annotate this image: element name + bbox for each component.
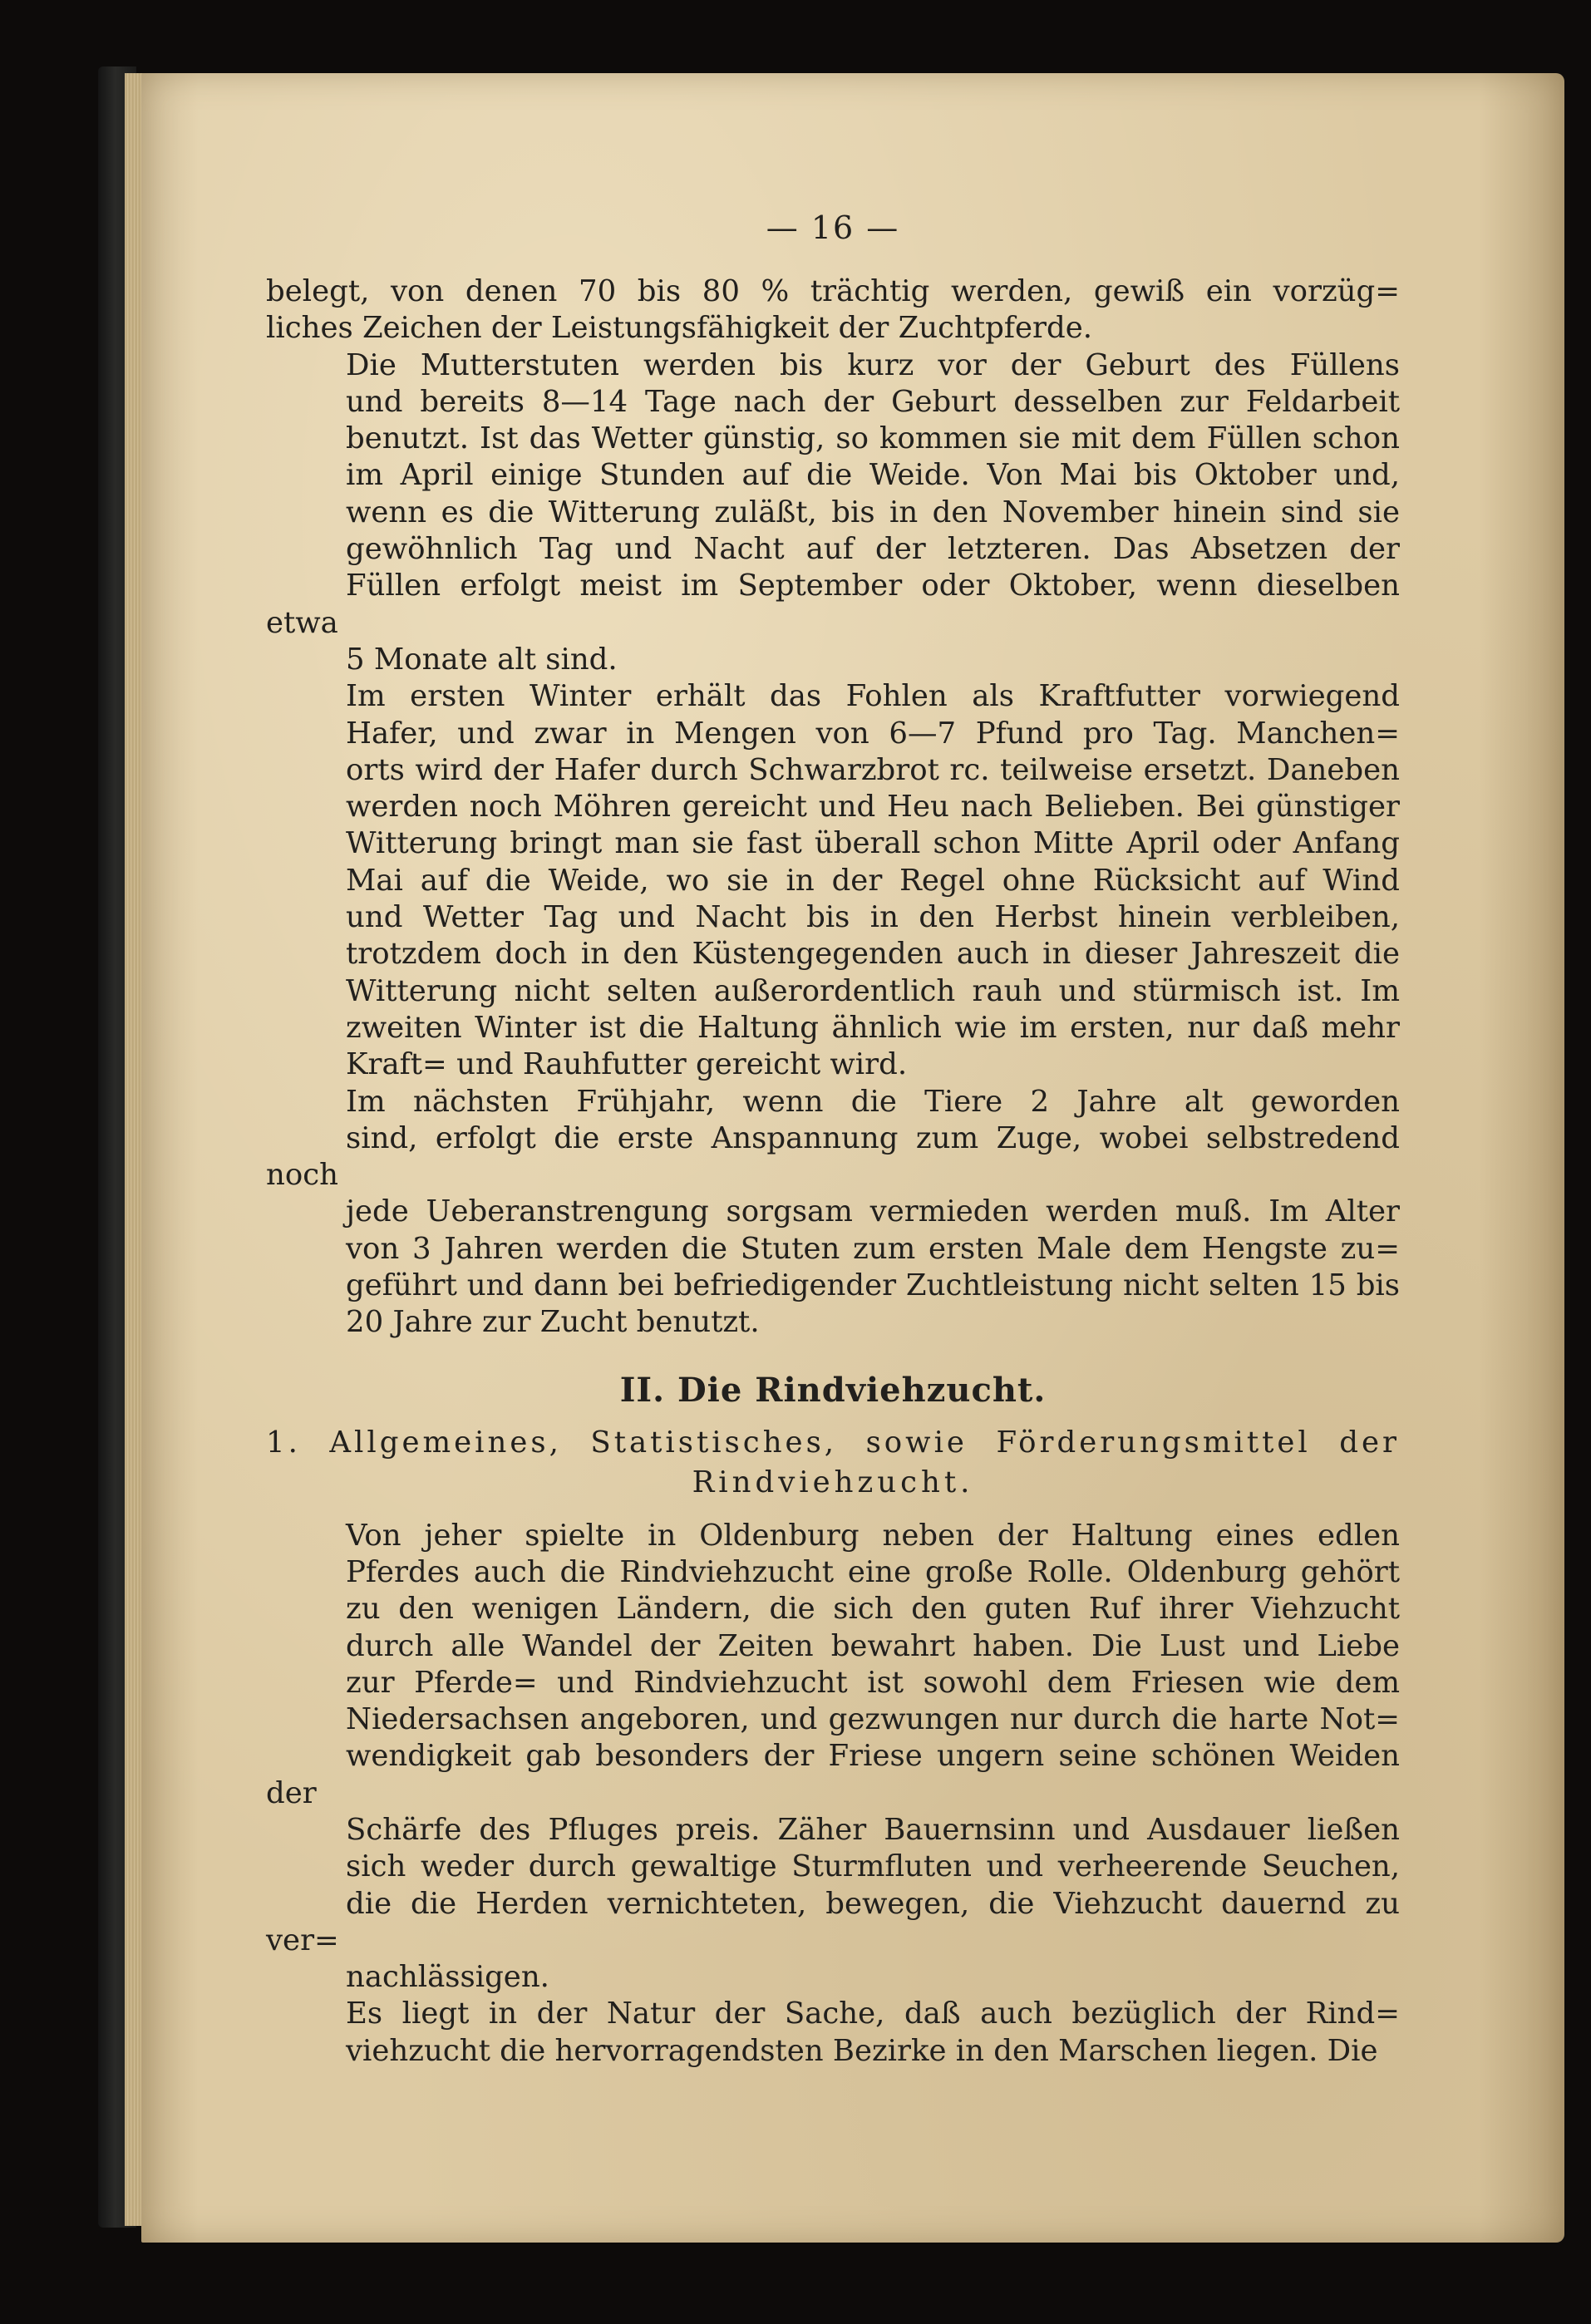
text-line: Es liegt in der Natur der Sache, daß auch bezüglich der Rind= [346,1997,1400,2031]
paragraph [266,1084,1400,1342]
text-line: Niedersachsen angeboren, und gezwungen nur durch die harte Not= [346,1702,1400,1737]
text-line: wenn es die Witterung zuläßt, bis in den November hinein sind sie [346,495,1400,529]
text-line: Kraft= und Rauhfutter gereicht wird. [346,1047,908,1082]
text-line: Witterung bringt man sie fast überall schon Mitte April oder Anfang [346,826,1400,861]
text-line: von 3 Jahren werden die Stuten zum ersten Male dem Hengste zu= [346,1231,1400,1266]
text-line: Mai auf die Weide, wo sie in der Regel ohne Rücksicht auf Wind [346,863,1400,898]
text-line: Pferdes auch die Rindviehzucht eine große Rolle. Oldenburg gehört [346,1554,1400,1589]
text-line: gewöhnlich Tag und Nacht auf der letzteren. Das Absetzen der [346,532,1400,567]
text-line: die die Herden vernichteten, bewegen, die Viehzucht dauernd zu ver= [266,1886,1400,1957]
text-line: sich weder durch gewaltige Sturmfluten und verheerende Seuchen, [346,1849,1400,1884]
page-number: — 16 — [766,209,900,246]
paragraph [266,347,1400,679]
text-line: wendigkeit gab besonders der Friese ungern seine schönen Weiden der [266,1739,1400,1810]
subheading-line: 1. Allgemeines, Statistisches, sowie Förderungsmittel der [266,1425,1400,1460]
text-line: durch alle Wandel der Zeiten bewahrt haben. Die Lust und Liebe [346,1628,1400,1663]
text-line: Füllen erfolgt meist im September oder Oktober, wenn dieselben etwa [266,569,1400,640]
text-line: belegt, von denen 70 bis 80 % trächtig werden, gewiß ein vorzüg= [266,274,1400,308]
paragraph [266,678,1400,1083]
subheading [266,1423,1400,1503]
text-line: im April einige Stunden auf die Weide. Von Mai bis Oktober und, [346,458,1400,493]
text-line: sind, erfolgt die erste Anspannung zum Zuge, wobei selbstredend noch [266,1120,1400,1193]
subheading-line: Rindviehzucht. [692,1465,974,1499]
text-line: 20 Jahre zur Zucht benutzt. [346,1305,760,1340]
text-block-horses [266,273,1400,1342]
text-line: nachlässigen. [346,1960,549,1995]
text-line: trotzdem doch in den Küstengegenden auch in dieser Jahreszeit die [346,937,1400,972]
text-line: Im nächsten Frühjahr, wenn die Tiere 2 Jahre alt geworden [346,1084,1400,1119]
text-line: werden noch Möhren gereicht und Heu nach Belieben. Bei günstiger [346,790,1400,825]
text-line: zu den wenigen Ländern, die sich den guten Ruf ihrer Viehzucht [346,1592,1400,1627]
text-line: 5 Monate alt sind. [346,642,618,677]
page-content [266,209,1400,2070]
text-line: benutzt. Ist das Wetter günstig, so kommen sie mit dem Füllen schon [346,421,1400,456]
section-heading: II. Die Rindviehzucht. [619,1370,1047,1410]
text-line: viehzucht die hervorragendsten Bezirke in den Marschen liegen. Die [346,2033,1378,2068]
paragraph [266,1996,1400,2070]
text-line: jede Ueberanstrengung sorgsam vermieden werden muß. Im Alter [346,1194,1400,1229]
paragraph [266,1518,1400,1997]
text-line: Im ersten Winter erhält das Fohlen als Kraftfutter vorwiegend [346,679,1400,714]
text-line: geführt und dann bei befriedigender Zuchtleistung nicht selten 15 bis [346,1268,1400,1303]
text-line: Witterung nicht selten außerordentlich rauh und stürmisch ist. Im [346,973,1400,1008]
text-line: orts wird der Hafer durch Schwarzbrot rc. teilweise ersetzt. Daneben [346,752,1400,787]
text-line: und bereits 8—14 Tage nach der Geburt desselben zur Feldarbeit [346,384,1400,419]
text-line: Hafer, und zwar in Mengen von 6—7 Pfund pro Tag. Manchen= [346,716,1400,751]
text-line: und Wetter Tag und Nacht bis in den Herbst hinein verbleiben, [346,900,1400,935]
text-line: Die Mutterstuten werden bis kurz vor der Geburt des Füllens [346,347,1400,382]
text-line: liches Zeichen der Leistungsfähigkeit der Zuchtpferde. [266,311,1093,346]
text-block-cattle [266,1518,1400,2070]
text-line: zweiten Winter ist die Haltung ähnlich wie im ersten, nur daß mehr [346,1010,1400,1045]
paragraph [266,273,1400,347]
text-line: Schärfe des Pfluges preis. Zäher Bauernsinn und Ausdauer ließen [346,1812,1400,1847]
text-line: zur Pferde= und Rindviehzucht ist sowohl dem Friesen wie dem [346,1665,1400,1700]
text-line: Von jeher spielte in Oldenburg neben der Haltung eines edlen [346,1518,1400,1553]
